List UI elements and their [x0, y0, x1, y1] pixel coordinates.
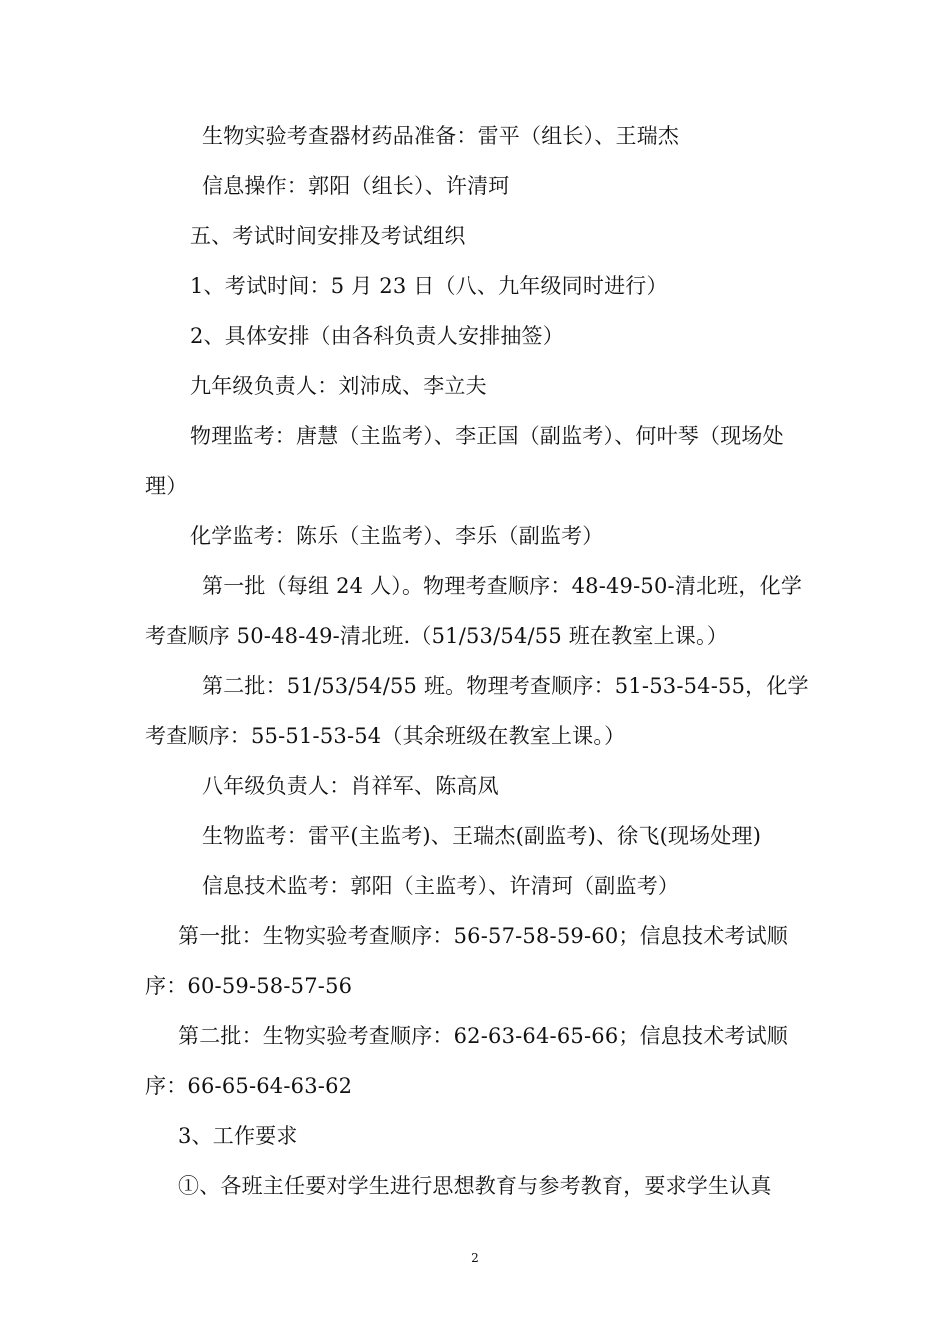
text-line: 化学监考：陈乐（主监考）、李乐（副监考）: [190, 524, 604, 548]
text-line: 2、具体安排（由各科负责人安排抽签）: [190, 324, 564, 348]
text-line: 序：66-65-64-63-62: [145, 1074, 353, 1098]
text-line: 理）: [145, 474, 188, 498]
page-number: 2: [471, 1251, 479, 1265]
text-line: 第二批：51/53/54/55 班。物理考查顺序：51-53-54-55，化学: [202, 674, 809, 698]
text-line: 物理监考：唐慧（主监考）、李正国（副监考）、何叶琴（现场处: [190, 424, 784, 448]
text-line: 第二批：生物实验考查顺序：62-63-64-65-66；信息技术考试顺: [178, 1024, 788, 1048]
text-line: 考查顺序 50-48-49-清北班.（51/53/54/55 班在教室上课。）: [145, 624, 728, 648]
text-line: 序：60-59-58-57-56: [145, 974, 353, 998]
text-line: 生物监考：雷平(主监考)、王瑞杰(副监考)、徐飞(现场处理): [202, 824, 762, 848]
text-line: 九年级负责人：刘沛成、李立夫: [190, 374, 487, 398]
section-heading: 五、考试时间安排及考试组织: [190, 224, 466, 248]
text-line: 八年级负责人：肖祥军、陈高凤: [202, 774, 499, 798]
text-line: 第一批（每组 24 人）。物理考查顺序：48-49-50-清北班，化学: [202, 574, 803, 598]
text-line: 考查顺序：55-51-53-54（其余班级在教室上课。）: [145, 724, 626, 748]
text-line: 信息技术监考：郭阳（主监考）、许清珂（副监考）: [202, 874, 680, 898]
text-line: ①、各班主任要对学生进行思想教育与参考教育，要求学生认真: [178, 1174, 772, 1198]
text-line: 1、考试时间：5 月 23 日（八、九年级同时进行）: [190, 274, 668, 298]
text-line: 3、工作要求: [178, 1124, 298, 1148]
text-line: 第一批：生物实验考查顺序：56-57-58-59-60；信息技术考试顺: [178, 924, 788, 948]
text-line: 信息操作：郭阳（组长）、许清珂: [202, 174, 510, 198]
text-line: 生物实验考查器材药品准备：雷平（组长）、王瑞杰: [202, 124, 680, 148]
